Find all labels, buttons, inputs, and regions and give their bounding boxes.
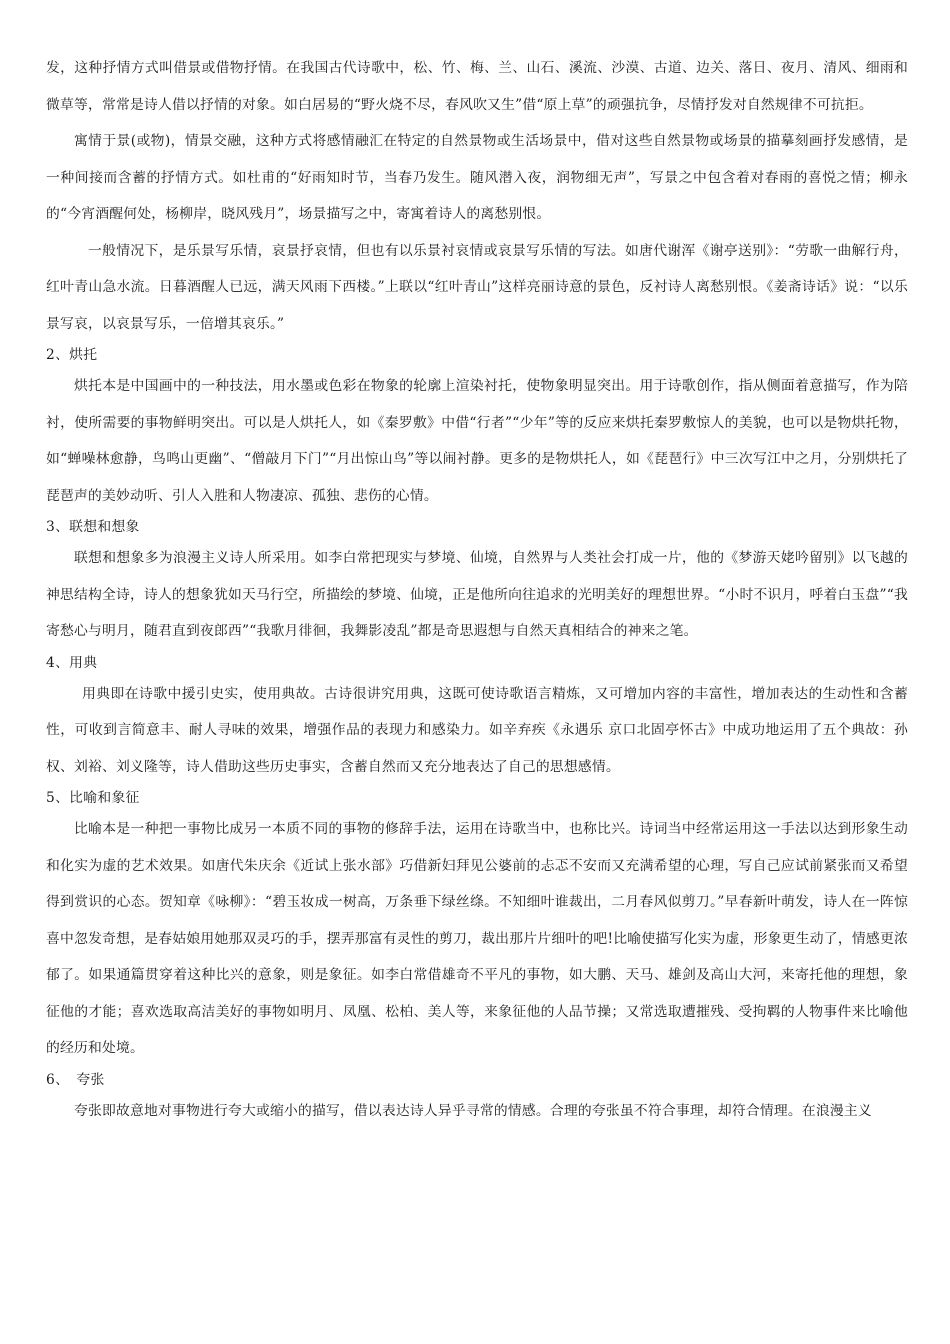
section-heading-allusion: 4、用典 <box>46 654 98 671</box>
paragraph-setoff: 烘托本是中国画中的一种技法，用水墨或色彩在物象的轮廓上渲染衬托，使物象明显突出。用于诗歌创作，指从侧面着意描写，作为陪衬，使所需要的事物鲜明突出。可以是人烘托人，如《秦罗敷》中借“行者”“少年”等的反应来烘托秦罗敷惊人的美貌，也可以是物烘托物，如“蝉噪林愈静，鸟鸣山更幽”、“僧敲月下门”“月出惊山鸟”等以闹衬静。更多的是物烘托人，如《琵琶行》中三次写江中之月，分别烘托了琵琶声的美妙动听、引人入胜和人物凄凉、孤独、悲伤的心情。 <box>46 378 908 504</box>
paragraph-borrow-scene: 发，这种抒情方式叫借景或借物抒情。在我国古代诗歌中，松、竹、梅、兰、山石、溪流、沙漠、古道、边关、落日、夜月、清风、细雨和微草等，常常是诗人借以抒情的对象。如白居易的“野火烧不尽，春风吹又生”借“原上草”的顽强抗争，尽情抒发对自然规律不可抗拒。 <box>46 60 908 113</box>
document-page <box>46 50 908 1129</box>
section-heading-metaphor: 5、比喻和象征 <box>46 790 140 806</box>
paragraph-allusion: 用典即在诗歌中援引史实，使用典故。古诗很讲究用典，这既可使诗歌语言精炼，又可增加内容的丰富性，增加表达的生动性和含蓄性，可收到言简意丰、耐人寻味的效果，增强作品的表现力和感染力。如辛弃疾《永遇乐 京口北固亭怀古》中成功地运用了五个典故：孙权、刘裕、刘义隆等，诗人借助这些历史事实，含蓄自然而又充分地表达了自己的思想感情。 <box>46 685 908 775</box>
paragraph-imagination: 联想和想象多为浪漫主义诗人所采用。如李白常把现实与梦境、仙境，自然界与人类社会打成一片，他的《梦游天姥吟留别》以飞越的神思结构全诗，诗人的想象犹如天马行空，所描绘的梦境、仙境，正是他所向往追求的光明美好的理想世界。“小时不识月，呼着白玉盘”“我寄愁心与明月，随君直到夜郎西”“我歌月徘徊，我舞影凌乱”都是奇思遐想与自然天真相结合的神来之笔。 <box>46 550 908 639</box>
paragraph-exaggeration: 夸张即故意地对事物进行夸大或缩小的描写，借以表达诗人异乎寻常的情感。合理的夸张虽不符合事理，却符合情理。在浪漫主义 <box>74 1102 872 1119</box>
section-heading-exaggeration: 6、 夸张 <box>46 1071 105 1088</box>
paragraph-emotion-in-scene: 寓情于景(或物)，情景交融，这种方式将感情融汇在特定的自然景物或生活场景中，借对这些自然景物或场景的描摹刻画抒发感情，是一种间接而含蓄的抒情方式。如杜甫的“好雨知时节，当春乃发生。随风潜入夜，润物细无声”，写景之中包含着对春雨的喜悦之情；柳永的“今宵酒醒何处，杨柳岸，晓风残月”，场景描写之中，寄寓着诗人的离愁别恨。 <box>46 133 908 222</box>
section-heading-imagination: 3、联想和想象 <box>46 519 140 535</box>
paragraph-contrast-scene: 一般情况下，是乐景写乐情，哀景抒哀情，但也有以乐景衬哀情或哀景写乐情的写法。如唐代谢浑《谢亭送别》：“劳歌一曲解行舟，红叶青山急水流。日暮酒醒人已远，满天风雨下西楼。”上联以“红叶青山”这样亮丽诗意的景色，反衬诗人离愁别恨。《姜斋诗话》说：“以乐景写哀，以哀景写乐，一倍增其哀乐。” <box>46 242 908 332</box>
paragraph-metaphor: 比喻本是一种把一事物比成另一本质不同的事物的修辞手法，运用在诗歌当中，也称比兴。诗词当中经常运用这一手法以达到形象生动和化实为虚的艺术效果。如唐代朱庆余《近试上张水部》巧借新妇拜见公婆前的忐忑不安而又充满希望的心理，写自己应试前紧张而又希望得到赏识的心态。贺知章《咏柳》：“碧玉妆成一树高，万条垂下绿丝绦。不知细叶谁裁出，二月春风似剪刀。”早春新叶萌发，诗人在一阵惊喜中忽发奇想，是春姑娘用她那双灵巧的手，摆弄那富有灵性的剪刀，裁出那片片细叶的吧!比喻使描写化实为虚，形象更生动了，情感更浓郁了。如果通篇贯穿着这种比兴的意象，则是象征。如李白常借雄奇不平凡的事物，如大鹏、天马、雄剑及高山大河，来寄托他的理想，象征他的才能；喜欢选取高洁美好的事物如明月、凤凰、松柏、美人等，来象征他的人品节操；又常选取遭摧残、受拘羁的人物事件来比喻他的经历和处境。 <box>46 821 908 1056</box>
section-heading-setoff: 2、烘托 <box>46 347 98 363</box>
